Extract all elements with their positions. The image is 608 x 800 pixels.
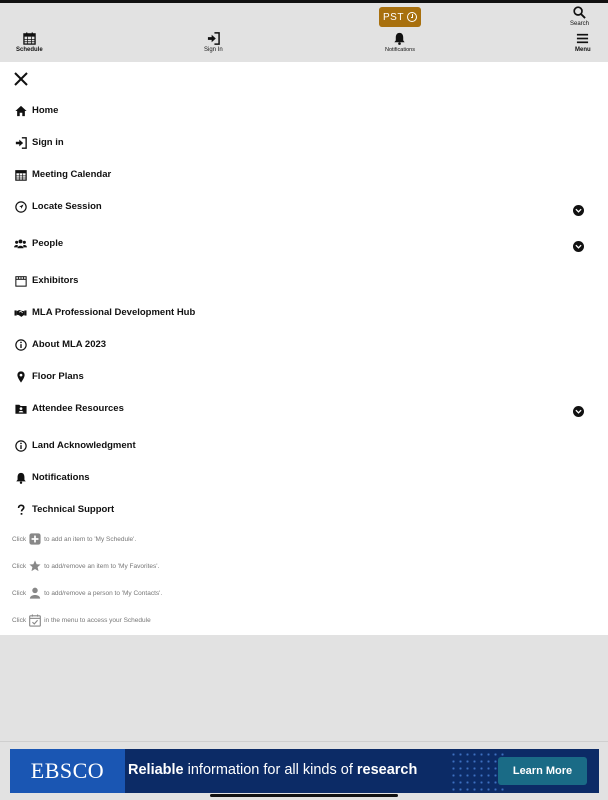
notifications-label: Notifications: [385, 47, 415, 53]
hint-schedule-menu: [12, 614, 151, 627]
menu-item-notifications[interactable]: [14, 471, 90, 484]
menu-item-development-hub[interactable]: [14, 306, 195, 319]
hint-text: to add/remove an item to 'My Favorites'.: [44, 562, 160, 570]
menu-item-land-acknowledgment[interactable]: [14, 439, 136, 452]
menu-item-attendee-resources[interactable]: [14, 402, 124, 415]
menu-item-home[interactable]: [14, 104, 58, 117]
menu-item-label: Meeting Calendar: [32, 169, 112, 180]
learn-more-button[interactable]: Learn More: [498, 757, 587, 785]
notifications-button[interactable]: [385, 32, 415, 53]
menu-item-people[interactable]: [14, 237, 63, 250]
home-indicator: [210, 794, 398, 797]
handshake-icon: [14, 307, 27, 319]
person-icon: [29, 587, 41, 599]
menu-item-label: MLA Professional Development Hub: [32, 307, 196, 318]
menu-item-label: Technical Support: [32, 504, 115, 515]
home-icon: [15, 105, 27, 117]
ad-dot-pattern: [450, 751, 505, 791]
hint-text: to add an item to 'My Schedule'.: [44, 535, 137, 543]
timezone-button[interactable]: [379, 7, 421, 27]
expand-attendee-resources-button[interactable]: [573, 406, 584, 417]
calendar-icon: [15, 169, 27, 181]
chevron-down-icon: [575, 243, 582, 250]
hint-schedule: [12, 533, 136, 545]
navigation-menu: [0, 62, 608, 635]
chevron-down-icon: [575, 408, 582, 415]
ad-tagline-bold: Reliable: [128, 762, 184, 778]
hint-contacts: [12, 587, 162, 599]
exhibitors-icon: [15, 275, 27, 287]
menu-item-label: Land Acknowledgment: [32, 440, 136, 451]
menu-item-sign-in[interactable]: [14, 136, 64, 149]
bell-icon: [393, 32, 406, 45]
sign-in-button[interactable]: [204, 32, 223, 53]
search-label: Search: [570, 21, 590, 27]
menu-item-about[interactable]: [14, 338, 106, 351]
people-icon: [14, 238, 27, 250]
location-arrow-icon: [15, 201, 27, 213]
schedule-button[interactable]: [16, 32, 43, 53]
menu-item-label: Notifications: [32, 472, 90, 483]
menu-label: Menu: [575, 47, 591, 53]
hint-favorites: [12, 560, 159, 572]
hint-text: Click: [12, 535, 27, 543]
divider: [0, 741, 608, 742]
ad-tagline-bold: research: [356, 762, 418, 778]
menu-item-floor-plans[interactable]: [14, 370, 84, 383]
question-icon: [15, 504, 27, 516]
clock-icon: [407, 12, 417, 22]
menu-button[interactable]: [575, 32, 591, 53]
hint-text: Click: [12, 589, 27, 597]
menu-item-label: Sign in: [32, 137, 64, 148]
sign-in-icon: [207, 32, 220, 45]
menu-item-exhibitors[interactable]: [14, 274, 78, 287]
ad-tagline-mid: information for all kinds of: [183, 762, 357, 778]
menu-item-label: People: [32, 238, 64, 249]
hamburger-icon: [576, 32, 589, 45]
hint-text: Click: [12, 562, 27, 570]
plus-square-icon: [29, 533, 41, 545]
expand-locate-session-button[interactable]: [573, 205, 584, 216]
info-icon: [15, 339, 27, 351]
menu-item-label: Floor Plans: [32, 371, 84, 382]
content-background: [0, 635, 608, 741]
schedule-label: Schedule: [16, 47, 43, 53]
ebsco-logo: EBSCO: [10, 749, 125, 793]
menu-item-locate-session[interactable]: [14, 200, 102, 213]
hint-text: in the menu to access your Schedule: [44, 617, 151, 624]
menu-item-meeting-calendar[interactable]: [14, 168, 111, 181]
expand-people-button[interactable]: [573, 241, 584, 252]
info-icon: [15, 440, 27, 452]
ad-tagline: [128, 762, 417, 778]
menu-item-label: Home: [32, 105, 59, 116]
hint-text: Click: [12, 617, 27, 624]
menu-item-label: Attendee Resources: [32, 403, 124, 414]
close-icon[interactable]: [13, 71, 29, 87]
calendar-check-icon: [29, 614, 41, 627]
calendar-icon: [23, 32, 36, 45]
map-pin-icon: [15, 371, 27, 383]
sign-in-icon: [15, 137, 27, 149]
menu-item-label: Locate Session: [32, 201, 102, 212]
top-toolbar: [0, 3, 608, 62]
menu-item-label: About MLA 2023: [32, 339, 107, 350]
bell-icon: [15, 472, 27, 484]
timezone-label: PST: [383, 11, 404, 23]
menu-item-label: Exhibitors: [32, 275, 79, 286]
star-icon: [29, 560, 41, 572]
folder-user-icon: [15, 403, 27, 415]
sign-in-label: Sign In: [204, 47, 223, 53]
search-icon: [573, 6, 586, 19]
search-button[interactable]: [570, 6, 589, 27]
hint-text: to add/remove a person to 'My Contacts'.: [44, 589, 163, 597]
chevron-down-icon: [575, 207, 582, 214]
ebsco-banner-ad[interactable]: [10, 749, 599, 793]
menu-item-technical-support[interactable]: [14, 503, 114, 516]
